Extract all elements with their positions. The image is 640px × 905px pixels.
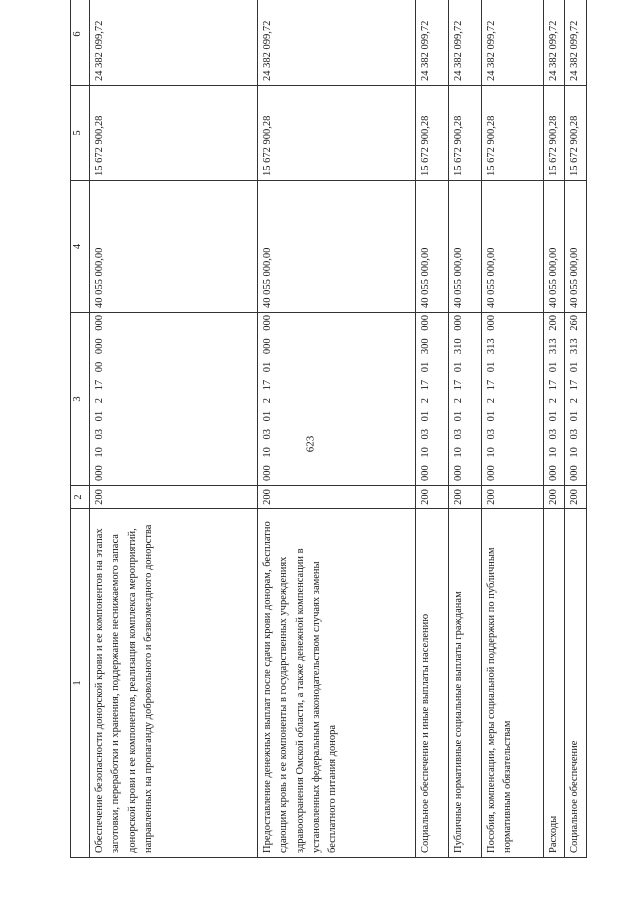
row-code-admin: 200 (416, 486, 449, 509)
row-name: Расходы (544, 509, 565, 858)
row-value-4: 40 055 000,00 (258, 181, 416, 313)
row-code-budget: 000 10 03 01 2 17 01 313 200 (544, 313, 565, 486)
header-row (71, 0, 90, 858)
row-value-6: 24 382 099,72 (449, 0, 482, 86)
header-col-1: 1 (71, 509, 90, 858)
row-value-6: 24 382 099,72 (258, 0, 416, 86)
table-row (544, 0, 565, 858)
row-value-4: 40 055 000,00 (482, 181, 544, 313)
budget-table (70, 0, 587, 858)
row-value-6: 24 382 099,72 (544, 0, 565, 86)
row-code-budget: 000 10 03 01 2 17 01 300 000 (416, 313, 449, 486)
row-value-6: 24 382 099,72 (416, 0, 449, 86)
row-value-6: 24 382 099,72 (482, 0, 544, 86)
row-code-budget: 000 10 03 01 2 17 01 313 000 (482, 313, 544, 486)
row-code-admin: 200 (544, 486, 565, 509)
row-name: Предоставление денежных выплат после сдачи крови донорам, бесплатно сдающим кровь и ее компоненты в государственных учреждениях здравоохранения Омской области, а также денежной компенсации в установленных федеральным законодательством случаях замены бесплатного питания донора (258, 509, 416, 858)
row-code-admin: 200 (565, 486, 586, 509)
row-value-5: 15 672 900,28 (544, 86, 565, 181)
header-col-2: 2 (71, 486, 90, 509)
table-row (449, 0, 482, 858)
table-row (416, 0, 449, 858)
row-value-5: 15 672 900,28 (416, 86, 449, 181)
table-row (258, 0, 416, 858)
row-name: Социальное обеспечение и иные выплаты населению (416, 509, 449, 858)
row-code-admin: 200 (449, 486, 482, 509)
row-code-budget: 000 10 03 01 2 17 01 313 260 (565, 313, 586, 486)
table-row (482, 0, 544, 858)
row-code-budget: 000 10 03 01 2 17 01 000 000 (258, 313, 416, 486)
row-name: Пособия, компенсации, меры социальной поддержки по публичным нормативным обязательствам (482, 509, 544, 858)
row-value-4: 40 055 000,00 (416, 181, 449, 313)
row-value-5: 15 672 900,28 (565, 86, 586, 181)
header-col-4: 4 (71, 181, 90, 313)
row-code-budget: 000 10 03 01 2 17 00 000 000 (90, 313, 258, 486)
row-name: Публичные нормативные социальные выплаты гражданам (449, 509, 482, 858)
row-code-admin: 200 (482, 486, 544, 509)
row-value-4: 40 055 000,00 (544, 181, 565, 313)
row-value-6: 24 382 099,72 (90, 0, 258, 86)
row-value-4: 40 055 000,00 (449, 181, 482, 313)
row-value-5: 15 672 900,28 (449, 86, 482, 181)
header-col-3: 3 (71, 313, 90, 486)
row-name: Обеспечение безопасности донорской крови и ее компонентов на этапах заготовки, переработки и хранения, поддержание неснижаемого запаса донорской крови и ее компонентов, реализация комплекса мероприятий, направленных на пропаганду добровольного и безвозмездного донорства (90, 509, 258, 858)
header-col-6: 6 (71, 0, 90, 86)
rotated-table-page (70, 11, 610, 858)
row-value-6: 24 382 099,72 (565, 0, 586, 86)
row-value-4: 40 055 000,00 (90, 181, 258, 313)
row-value-5: 15 672 900,28 (482, 86, 544, 181)
table-row (565, 0, 586, 858)
page-number: 623 (304, 435, 317, 453)
row-code-admin: 200 (258, 486, 416, 509)
table-row (90, 0, 258, 858)
row-code-budget: 000 10 03 01 2 17 01 310 000 (449, 313, 482, 486)
row-value-5: 15 672 900,28 (258, 86, 416, 181)
row-value-5: 15 672 900,28 (90, 86, 258, 181)
row-value-4: 40 055 000,00 (565, 181, 586, 313)
row-name: Социальное обеспечение (565, 509, 586, 858)
row-code-admin: 200 (90, 486, 258, 509)
header-col-5: 5 (71, 86, 90, 181)
